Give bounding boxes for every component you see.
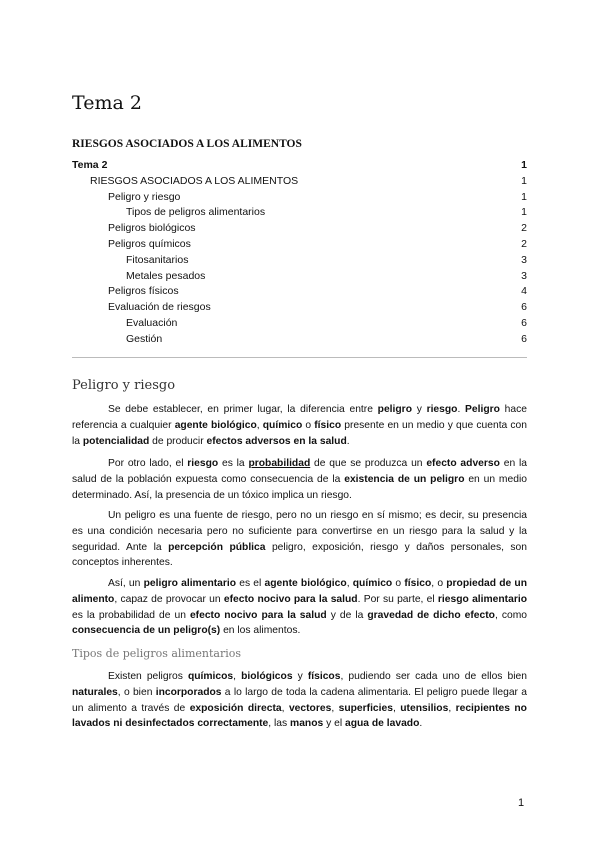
text-run: Así, un: [108, 578, 144, 589]
text-run: .: [457, 404, 466, 415]
divider: [72, 357, 527, 358]
bold-term: peligro alimentario: [143, 578, 237, 589]
bold-term: consecuencia de un peligro(s): [72, 625, 221, 637]
text-run: o: [302, 419, 315, 431]
toc-entry-page: 1: [521, 174, 527, 187]
toc-entry-title: Evaluación: [126, 316, 178, 329]
toc-entry-page: 4: [521, 285, 527, 298]
bold-term: peligro: [377, 404, 412, 415]
text-run: es la probabilidad de un: [72, 609, 190, 621]
toc-entry[interactable]: [72, 205, 527, 221]
bold-term: químicos: [187, 671, 234, 682]
text-run: en los alimentos.: [220, 625, 301, 637]
text-run: de producir: [149, 435, 207, 447]
toc-entry-title: Tipos de peligros alimentarios: [126, 206, 266, 219]
text-run: y de la: [326, 609, 368, 621]
bold-term: superficies: [338, 702, 393, 714]
toc-entry-page: 6: [521, 332, 527, 345]
bold-term: naturales: [72, 686, 118, 698]
text-run: es la: [218, 458, 249, 469]
text-run: a lo largo de toda la cadena alimentaria. El peligro puede llegar a un alimento a través de: [72, 686, 528, 714]
paragraph: [72, 669, 527, 732]
toc-entry-page: 1: [521, 206, 527, 219]
underlined-term: probabilidad: [248, 458, 311, 469]
text-run: y: [292, 671, 308, 682]
paragraph: [72, 402, 527, 449]
text-run: Por otro lado, el: [108, 458, 188, 469]
bold-term: riesgo: [426, 404, 458, 415]
text-run: es el: [236, 578, 265, 589]
bold-term: recipientes no lavados ni desinfectados correctamente: [72, 702, 527, 730]
bold-term: Peligro: [465, 404, 500, 415]
toc-entry[interactable]: [72, 300, 527, 316]
text-run: Se debe establecer, en primer lugar, la diferencia entre: [108, 404, 378, 415]
text-run: ,: [256, 419, 263, 431]
bold-term: efecto nocivo para la salud: [223, 593, 358, 605]
text-run: Existen peligros: [108, 671, 188, 682]
text-run: hace referencia a cualquier: [72, 404, 527, 431]
bold-term: exposición directa: [189, 702, 282, 714]
toc-entry-page: 2: [521, 222, 527, 235]
toc-entry-page: 3: [521, 253, 527, 266]
text-run: ,: [233, 671, 242, 682]
bold-term: riesgo alimentario: [437, 593, 527, 605]
heading-peligro-y-riesgo: Peligro y riesgo: [72, 378, 176, 393]
text-run: y: [411, 404, 427, 415]
toc-entry[interactable]: [72, 316, 527, 332]
toc-entry-title: Peligro y riesgo: [108, 190, 181, 203]
toc-entry-title: Peligros físicos: [108, 285, 179, 298]
text-run: ,: [331, 702, 339, 714]
bold-term: riesgo: [187, 458, 219, 469]
bold-term: manos: [290, 718, 324, 730]
toc-entry[interactable]: [72, 269, 527, 285]
bold-term: químico: [352, 578, 393, 589]
text-run: en la salud de la población expuesta como consecuencia de la: [72, 458, 527, 485]
toc-entry[interactable]: [72, 332, 527, 348]
paragraph: [72, 576, 527, 639]
document-title: Tema 2: [72, 92, 142, 114]
text-run: ,: [448, 702, 456, 714]
bold-term: efectos adversos en la salud: [206, 435, 347, 447]
text-run: de que se produzca un: [310, 458, 427, 469]
bold-term: agente biológico: [264, 578, 347, 589]
text-run: presente en un medio y que cuenta con la: [72, 419, 528, 447]
toc-entry[interactable]: [72, 221, 527, 237]
toc-entry-title: Peligros químicos: [108, 237, 191, 250]
toc-entry[interactable]: [72, 158, 527, 174]
toc-entry-title: Evaluación de riesgos: [108, 301, 211, 314]
text-run: ,: [392, 702, 401, 714]
bold-term: físico: [404, 578, 432, 589]
bold-term: efecto nocivo para la salud: [189, 609, 327, 621]
toc-entry-title: Tema 2: [72, 159, 108, 171]
toc-entry-page: 6: [521, 316, 527, 329]
text-run: y el: [323, 718, 345, 730]
text-run: . Por su parte, el: [357, 593, 438, 605]
bold-term: agua de lavado: [345, 718, 420, 730]
text-run: ,: [346, 578, 353, 589]
text-run: .: [346, 435, 350, 447]
toc-entry[interactable]: [72, 174, 527, 190]
bold-term: gravedad de dicho efecto: [367, 609, 495, 621]
text-run: , pudiendo ser cada uno de ellos bien: [340, 671, 527, 682]
toc-entry-title: Metales pesados: [126, 269, 206, 282]
text-run: , o bien: [117, 686, 156, 698]
heading-tipos-de-peligros: Tipos de peligros alimentarios: [72, 647, 242, 660]
text-run: en un medio determinado. Así, la presencia de un tóxico implica un riesgo.: [72, 473, 527, 501]
bold-term: incorporados: [155, 686, 222, 698]
toc-entry[interactable]: [72, 237, 527, 253]
toc-entry[interactable]: [72, 284, 527, 300]
bold-term: utensilios: [400, 702, 449, 714]
bold-term: existencia de un peligro: [344, 473, 465, 485]
toc-entry-page: 1: [521, 159, 527, 171]
toc-entry[interactable]: [72, 253, 527, 269]
bold-term: agente biológico: [174, 419, 257, 431]
text-run: , como: [494, 609, 527, 621]
text-run: ,: [281, 702, 289, 714]
paragraph: [72, 508, 527, 571]
text-run: o: [392, 578, 405, 589]
paragraph: [72, 456, 527, 503]
toc-entry-title: Gestión: [126, 332, 163, 345]
text-run: , las: [268, 718, 291, 730]
bold-term: biológicos: [241, 671, 293, 682]
bold-term: físico: [314, 419, 342, 431]
bold-term: efecto adverso: [426, 458, 500, 469]
text-run: .: [419, 718, 423, 730]
toc-entry-title: Fitosanitarios: [126, 253, 189, 266]
page-number: 1: [518, 797, 525, 809]
table-of-contents: [72, 158, 527, 348]
text-run: , capaz de provocar un: [114, 593, 224, 605]
bold-term: químico: [262, 419, 303, 431]
text-run: , o: [431, 578, 447, 589]
toc-entry-page: 2: [521, 237, 527, 250]
section-title: RIESGOS ASOCIADOS A LOS ALIMENTOS: [72, 138, 302, 150]
text-run: peligro, exposición, riesgo y daños personales, son conceptos inherentes.: [72, 541, 528, 569]
toc-entry-page: 6: [521, 301, 527, 314]
bold-term: vectores: [288, 702, 332, 714]
bold-term: propiedad de un alimento: [72, 578, 528, 605]
text-run: Un peligro es una fuente de riesgo, pero no un riesgo en sí mismo; es decir, su presencia es una condición necesaria pero no suficiente para convertirse en un riesgo para la salud y la seguridad. Ante la: [72, 510, 527, 553]
bold-term: percepción pública: [168, 541, 266, 553]
bold-term: físicos: [307, 671, 341, 682]
toc-entry-page: 3: [521, 269, 527, 282]
toc-entry[interactable]: [72, 190, 527, 206]
toc-entry-page: 1: [521, 190, 527, 203]
bold-term: potencialidad: [82, 435, 150, 447]
toc-entry-title: Peligros biológicos: [108, 222, 196, 235]
toc-entry-title: RIESGOS ASOCIADOS A LOS ALIMENTOS: [90, 174, 299, 187]
